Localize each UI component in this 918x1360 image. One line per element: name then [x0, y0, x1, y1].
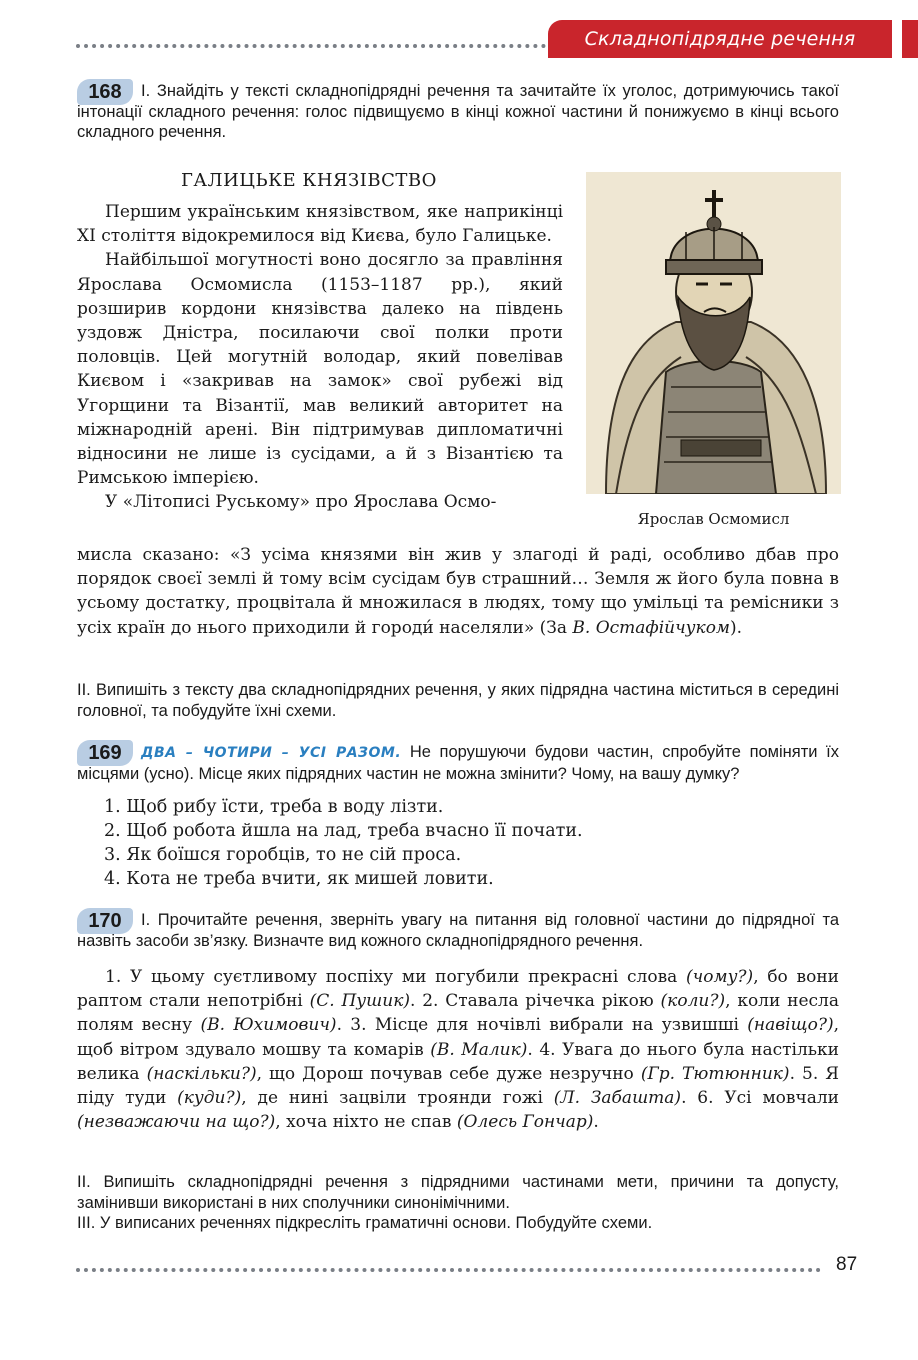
exercise-170-task-2: ІІ. Випишіть складнопідрядні речення з підрядними частинами мети, причини та допусту, замінивши використані в них сполучники синонімічними. — [77, 1173, 839, 1212]
exercise-168-task-2: ІІ. Випишіть з тексту два складнопідрядних речення, у яких підрядна частина міститься в середині головної, та побудуйте їхні схеми. — [77, 681, 839, 720]
header-dotted-rule — [76, 44, 546, 48]
text-title: ГАЛИЦЬКЕ КНЯЗІВСТВО — [181, 170, 437, 191]
paragraph-1: Першим українським князівством, яке наприкінці XI століття відокремилося від Києва, було Галицьке. — [77, 202, 563, 247]
paragraph-3-start: У «Літописі Руському» про Ярослава Осмо- — [105, 492, 497, 513]
paragraph-3-rest: мисла сказано: «З усіма князями він жив у злагоді й раді, особливо дбав про порядок своєї землі й тому всім сусідам був страшний… Земля ж його була повна в усьому достатку, процвітала й множилася в людях, тому що умільці та ремісники з усіх країн до нього приходили й городи́ населяли» (За В. Остафійчуком). — [77, 545, 839, 638]
text-body-full — [77, 543, 839, 640]
header-edge-tab — [902, 20, 918, 58]
sentences-paragraph: 1. У цьому суєтливому поспіху ми погубили прекрасні слова (чому?), бо вони раптом стали непотрібні (С. Пушик). 2. Ставала річечка рікою (коли?), коли несла полям весну (В. Юхимович). 3. Місце для ночівлі вибрали на узвишші (навіщо?), щоб вітром здувало мошву та комарів (В. Малик). 4. Увага до нього була настільки велика (наскільки?), що Дорош почував себе дуже незручно (Гр. Тютюнник). 5. Я піду туди (куди?), де нині зацвіли троянди гожі (Л. Забашта). 6. Усі мовчали (незважаючи на що?), хоча ніхто не спав (Олесь Гончар). — [77, 967, 840, 1133]
exercise-170-task-3: ІІІ. У виписаних реченнях підкресліть граматичні основи. Побудуйте схеми. — [77, 1214, 653, 1232]
list-item-3: 3. Як боїшся горобців, то не сій проса. — [104, 845, 462, 865]
exercise-number-169: 169 — [77, 740, 133, 766]
portrait-caption: Ярослав Осмомисл — [637, 510, 790, 528]
exercise-170-task-1: І. Прочитайте речення, зверніть увагу на питання від головної частини до підрядної та назвіть засоби зв’язку. Визначте вид кожного складнопідрядного речення. — [77, 911, 839, 950]
page-number: 87 — [836, 1254, 858, 1275]
exercise-number-170: 170 — [77, 908, 133, 934]
exercise-number-168: 168 — [77, 79, 133, 105]
portrait-drawing — [586, 172, 841, 494]
group-work-label: ДВА – ЧОТИРИ – УСІ РАЗОМ. — [141, 745, 402, 761]
exercise-169-task: ДВА – ЧОТИРИ – УСІ РАЗОМ. Не порушуючи будови частин, спробуйте поміняти їх місцями (усно). Місце яких підрядних частин не можна змінити? Чому, на вашу думку? — [77, 743, 839, 783]
section-title: Складнопідрядне речення — [584, 28, 856, 50]
exercise-170-sentences — [77, 965, 839, 1134]
exercise-168-task-1: І. Знайдіть у тексті складнопідрядні речення та зачитайте їх уголос, дотримуючись такої інтонації складного речення: голос підвищуємо в кінці кожної частини й понижуємо в кінці всього складного речення. — [77, 82, 839, 141]
text-body-column — [77, 200, 563, 515]
list-item-2: 2. Щоб робота йшла на лад, треба вчасно її почати. — [104, 821, 583, 841]
list-item-4: 4. Кота не треба вчити, як мишей ловити. — [104, 869, 494, 889]
list-item-1: 1. Щоб рибу їсти, треба в воду лізти. — [104, 797, 444, 817]
footer-dotted-rule — [76, 1268, 821, 1272]
portrait-image — [586, 172, 841, 494]
source-author: В. Остафійчуком — [572, 617, 731, 638]
paragraph-2: Найбільшої могутності воно досягло за правління Ярослава Осмомисла (1153–1187 рр.), який розширив кордони князівства далеко на південь уздовж Дністра, посилаючи свої полки проти половців. Цей могутній володар, який повелівав Києвом і «закривав на замок» свої рубежі від Угорщини та Візантії, мав великий авторитет на міжнародній арені. Він підтримував дипломатичні відносини не лише із сусідами, а й з Візантією та Римською імперією. — [77, 250, 563, 489]
